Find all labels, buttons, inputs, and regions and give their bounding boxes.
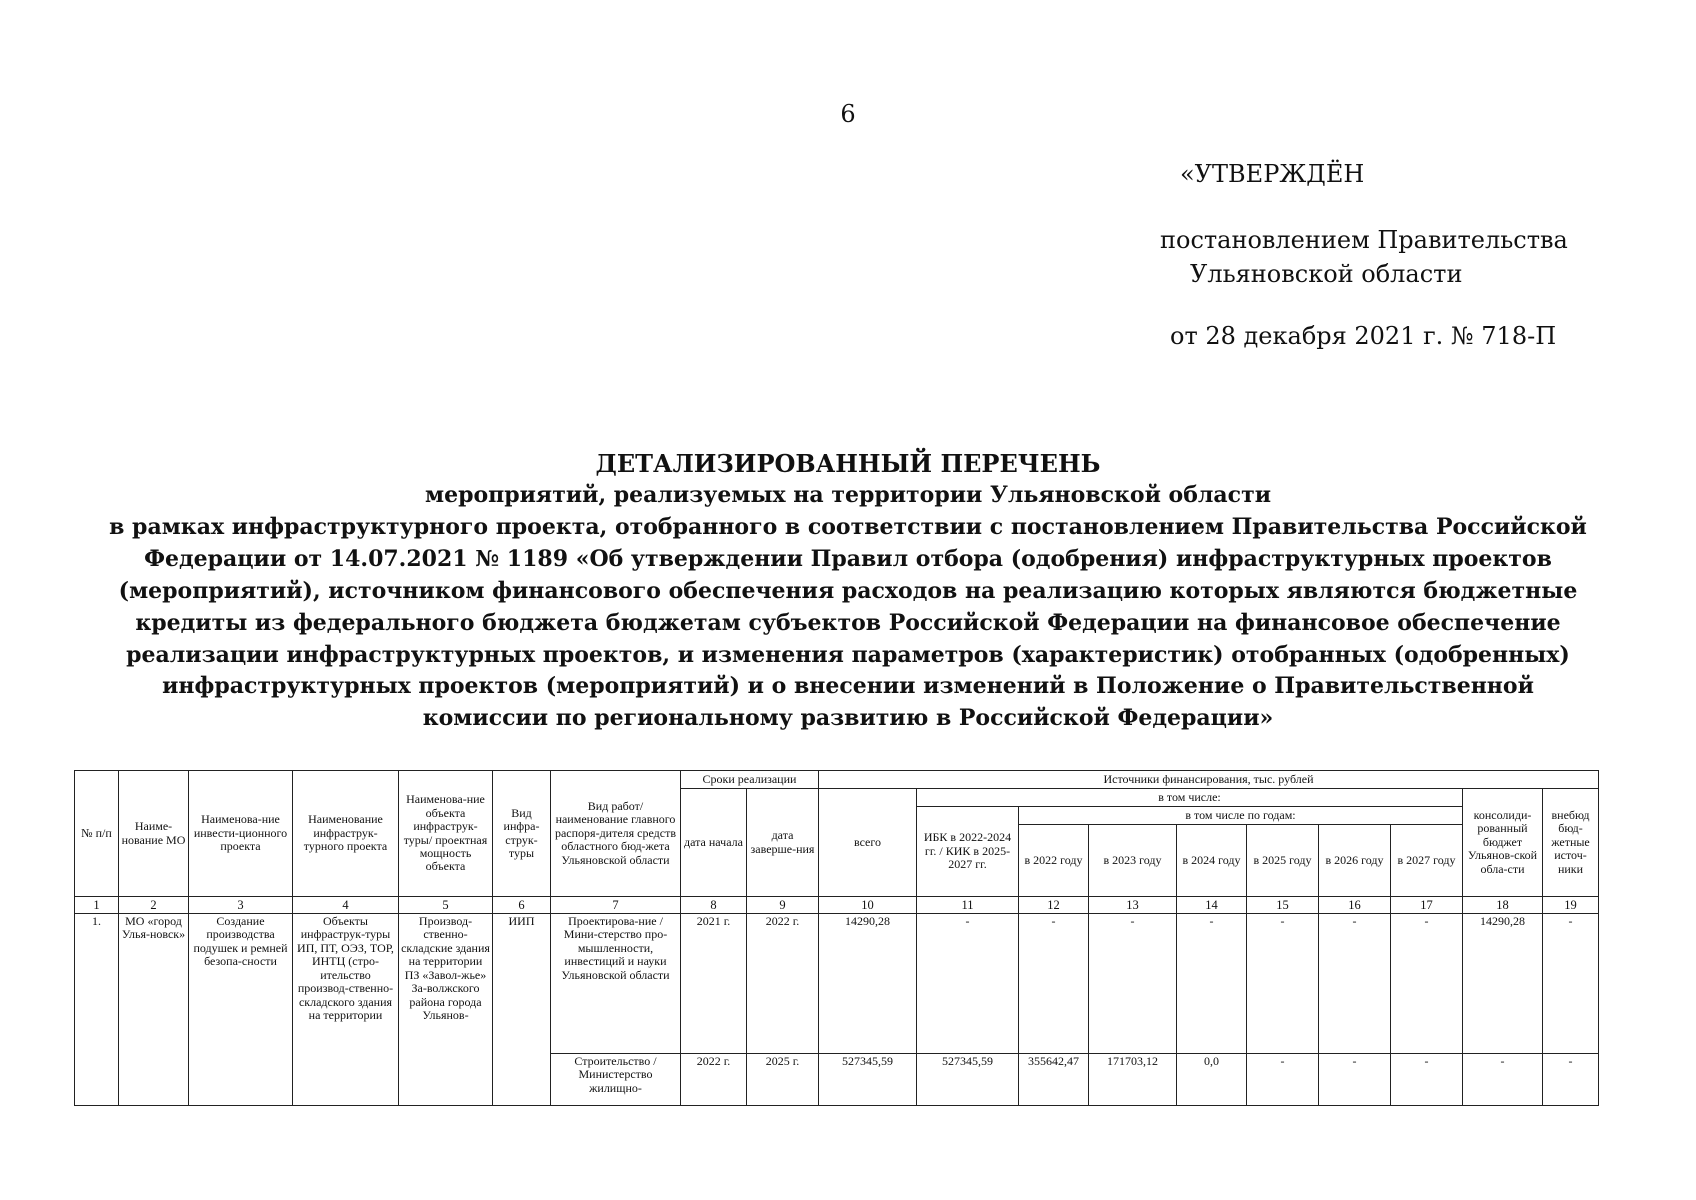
cell-work-design: Проектирова-ние / Мини-стерство про-мышленности, инвестиций и науки Ульяновской области [551,914,681,1054]
column-number: 7 [551,897,681,914]
table-row [75,914,1599,1054]
cell-y2025: - [1247,914,1319,1054]
cell-y2024: - [1177,914,1247,1054]
cell-y2027: - [1391,914,1463,1054]
cell-offbudget: - [1543,1054,1599,1106]
column-number: 3 [189,897,293,914]
header-y2027: в 2027 году [1391,825,1463,897]
approval-decree-date: от 28 декабря 2021 г. № 718-П [1170,322,1557,350]
column-number: 11 [917,897,1019,914]
cell-offbudget: - [1543,914,1599,1054]
header-work-type: Вид работ/ наименование главного распоря-дителя средств областного бюд-жета Ульяновской области [551,771,681,897]
header-end-date: дата заверше-ния [747,789,819,897]
subtitle-line: в рамках инфраструктурного проекта, отобранного в соответствии с постановлением Правительства Российской [109,513,1587,540]
column-number: 12 [1019,897,1089,914]
cell-y2024: 0,0 [1177,1054,1247,1106]
cell-end: 2022 г. [747,914,819,1054]
header-ibk: ИБК в 2022-2024 гг. / КИК в 2025-2027 гг. [917,807,1019,897]
subtitle-line: Федерации от 14.07.2021 № 1189 «Об утверждении Правил отбора (одобрения) инфраструктурных проектов [144,545,1552,572]
measures-table [74,770,1599,1106]
header-mo: Наиме-нование МО [119,771,189,897]
column-number: 9 [747,897,819,914]
header-num: № п/п [75,771,119,897]
document-subtitle [100,480,1596,735]
cell-ibk: - [917,914,1019,1054]
header-y2025: в 2025 году [1247,825,1319,897]
subtitle-line: (мероприятий), источником финансового обеспечения расходов на реализацию которых являются бюджетные [118,577,1578,604]
cell-infra-project: Объекты инфраструк-туры ИП, ПТ, ОЭЗ, ТОР, ИНТЦ (стро-ительство производ-ственно-складского здания на территории [293,914,399,1106]
approval-decree-line2: Ульяновской области [1190,260,1463,288]
header-funding-sources: Источники финансирования, тыс. рублей [819,771,1599,789]
column-number: 16 [1319,897,1391,914]
column-number: 18 [1463,897,1543,914]
cell-total: 14290,28 [819,914,917,1054]
column-number: 15 [1247,897,1319,914]
column-number: 19 [1543,897,1599,914]
cell-y2027: - [1391,1054,1463,1106]
header-by-years: в том числе по годам: [1019,807,1463,825]
cell-infra-object: Производ-ственно-складские здания на территории ПЗ «Завол-жье» За-волжского района города Ульянов- [399,914,493,1106]
subtitle-line: мероприятий, реализуемых на территории Ульяновской области [424,482,1272,508]
document-title: ДЕТАЛИЗИРОВАННЫЙ ПЕРЕЧЕНЬ [595,449,1101,478]
cell-mo: МО «город Улья-новск» [119,914,189,1106]
cell-row-num: 1. [75,914,119,1106]
approval-stamp-title: «УТВЕРЖДЁН [1180,160,1365,188]
column-number: 10 [819,897,917,914]
header-infra-object: Наименова-ние объекта инфраструк-туры/ проектная мощность объекта [399,771,493,897]
header-y2023: в 2023 году [1089,825,1177,897]
header-y2024: в 2024 году [1177,825,1247,897]
column-number: 17 [1391,897,1463,914]
header-consolidated: консолиди-рованный бюджет Ульянов-ской обла-сти [1463,789,1543,897]
page-number: 6 [840,100,856,128]
column-number: 13 [1089,897,1177,914]
cell-y2023: 171703,12 [1089,1054,1177,1106]
header-including: в том числе: [917,789,1463,807]
column-number: 2 [119,897,189,914]
cell-y2026: - [1319,1054,1391,1106]
subtitle-line: комиссии по региональному развитию в Российской Федерации» [422,705,1274,732]
cell-end: 2025 г. [747,1054,819,1106]
header-y2026: в 2026 году [1319,825,1391,897]
cell-y2025: - [1247,1054,1319,1106]
cell-start: 2022 г. [681,1054,747,1106]
approval-decree-line1: постановлением Правительства [1160,226,1568,254]
subtitle-line: инфраструктурных проектов (мероприятий) и о внесении изменений в Положение о Правительственной [162,673,1534,700]
cell-start: 2021 г. [681,914,747,1054]
column-number: 5 [399,897,493,914]
cell-invest-project: Создание производства подушек и ремней безопа-сности [189,914,293,1106]
cell-consolidated: - [1463,1054,1543,1106]
header-timing: Сроки реализации [681,771,819,789]
cell-infra-type: ИИП [493,914,551,1106]
header-total: всего [819,789,917,897]
cell-y2022: - [1019,914,1089,1054]
header-invest-project: Наименова-ние инвести-ционного проекта [189,771,293,897]
column-number: 1 [75,897,119,914]
cell-y2022: 355642,47 [1019,1054,1089,1106]
cell-consolidated: 14290,28 [1463,914,1543,1054]
column-number: 6 [493,897,551,914]
header-infra-project: Наименование инфраструк-турного проекта [293,771,399,897]
subtitle-line: кредиты из федерального бюджета бюджетам субъектов Российской Федерации на финансовое обеспечение [135,609,1561,636]
header-offbudget: внебюд бюд-жетные источ-ники [1543,789,1599,897]
cell-y2023: - [1089,914,1177,1054]
column-number: 14 [1177,897,1247,914]
measures-table-container [74,770,1599,1106]
cell-total: 527345,59 [819,1054,917,1106]
cell-work-construction: Строительство / Министерство жилищно- [551,1054,681,1106]
header-infra-type: Вид инфра-струк-туры [493,771,551,897]
cell-ibk: 527345,59 [917,1054,1019,1106]
header-start-date: дата начала [681,789,747,897]
column-number: 8 [681,897,747,914]
column-number: 4 [293,897,399,914]
header-y2022: в 2022 году [1019,825,1089,897]
cell-y2026: - [1319,914,1391,1054]
subtitle-line: реализации инфраструктурных проектов, и изменения параметров (характеристик) отобранных (одобренных) [126,641,1570,668]
